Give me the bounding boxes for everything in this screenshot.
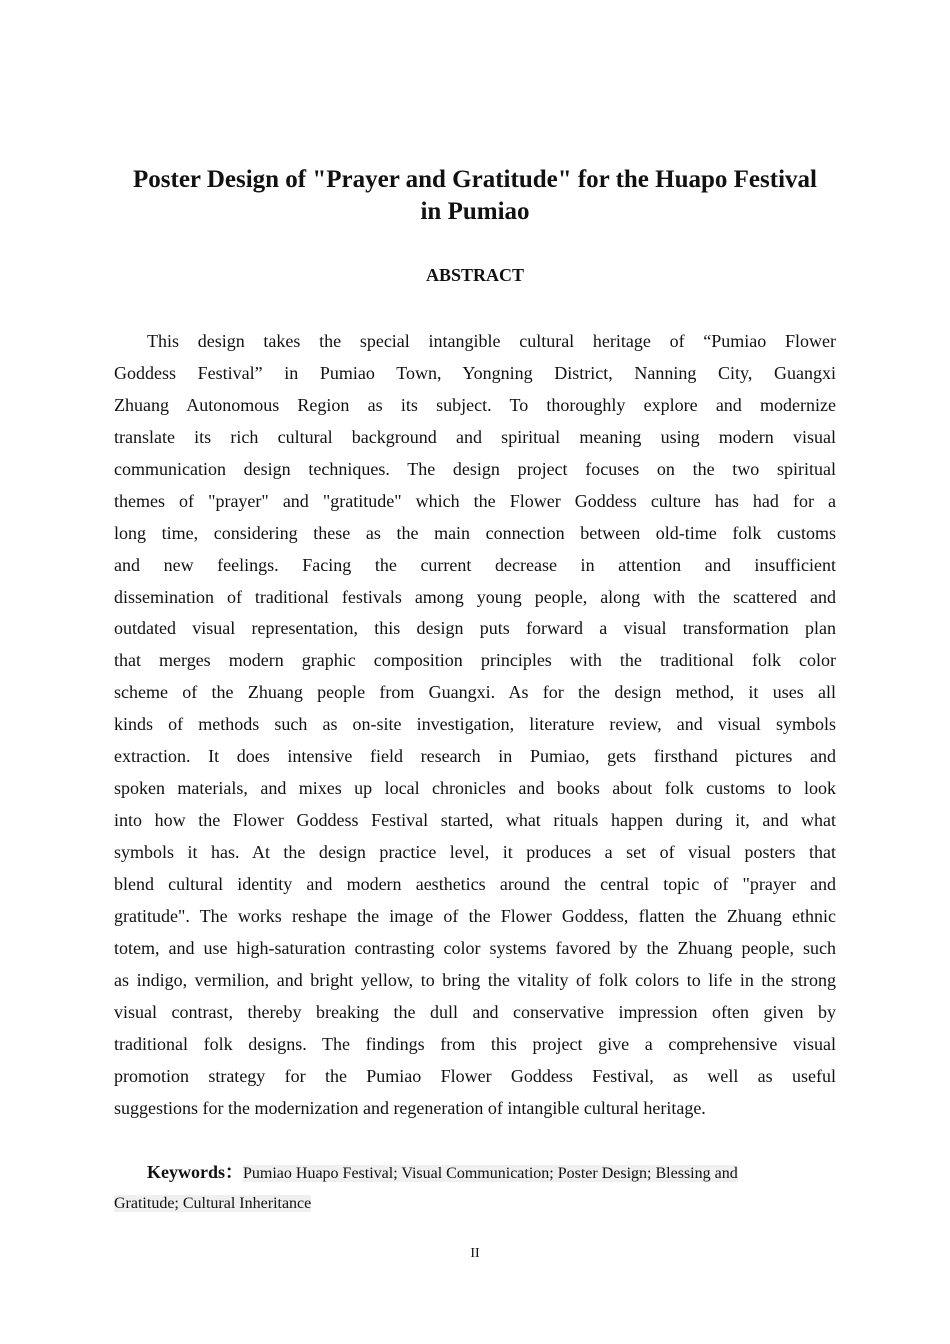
abstract-line: into how the Flower Goddess Festival started, what rituals happen during it, and what — [114, 810, 836, 831]
abstract-line: promotion strategy for the Pumiao Flower Goddess Festival, as well as useful — [114, 1065, 836, 1086]
abstract-line: Goddess Festival” in Pumiao Town, Yongning District, Nanning City, Guangxi — [114, 362, 836, 383]
abstract-line: suggestions for the modernization and regeneration of intangible cultural heritage. — [114, 1097, 706, 1118]
abstract-line: blend cultural identity and modern aesthetics around the central topic of "prayer and — [114, 873, 836, 894]
title-line-1: Poster Design of "Prayer and Gratitude" for the Huapo Festival — [133, 166, 817, 193]
abstract-line: and new feelings. Facing the current decrease in attention and insufficient — [114, 554, 836, 575]
keywords-label: Keywords： — [147, 1162, 243, 1182]
abstract-line: outdated visual representation, this design puts forward a visual transformation plan — [114, 618, 836, 639]
abstract-line: Zhuang Autonomous Region as its subject. To thoroughly explore and modernize — [114, 394, 836, 415]
abstract-line: translate its rich cultural background and spiritual meaning using modern visual — [114, 426, 836, 447]
abstract-line: kinds of methods such as on-site investigation, literature review, and visual symbols — [114, 714, 836, 735]
abstract-line: long time, considering these as the main connection between old-time folk customs — [114, 522, 836, 543]
abstract-line: totem, and use high-saturation contrasting color systems favored by the Zhuang people, such — [114, 937, 836, 958]
abstract-line: traditional folk designs. The findings from this project give a comprehensive visual — [114, 1033, 836, 1054]
abstract-line: This design takes the special intangible cultural heritage of “Pumiao Flower — [147, 331, 836, 351]
abstract-line: as indigo, vermilion, and bright yellow, to bring the vitality of folk colors to life in the strong — [114, 969, 836, 990]
keywords-section — [114, 1157, 814, 1219]
abstract-line: scheme of the Zhuang people from Guangxi. As for the design method, it uses all — [114, 682, 836, 703]
abstract-body — [114, 326, 836, 1124]
keywords-text-1: Pumiao Huapo Festival; Visual Communication; Poster Design; Blessing and — [243, 1165, 738, 1182]
abstract-line: symbols it has. At the design practice level, it produces a set of visual posters that — [114, 842, 836, 862]
abstract-line: themes of "prayer" and "gratitude" which the Flower Goddess culture has had for a — [114, 490, 836, 511]
abstract-line: visual contrast, thereby breaking the dull and conservative impression often given by — [114, 1001, 836, 1022]
abstract-line: spoken materials, and mixes up local chronicles and books about folk customs to look — [114, 778, 836, 799]
abstract-line: extraction. It does intensive field research in Pumiao, gets firsthand pictures and — [114, 746, 836, 767]
paper-title — [100, 164, 850, 228]
abstract-line: dissemination of traditional festivals among young people, along with the scattered and — [114, 586, 836, 607]
keywords-text-2: Gratitude; Cultural Inheritance — [114, 1195, 312, 1212]
abstract-line: that merges modern graphic composition principles with the traditional folk color — [114, 650, 836, 671]
abstract-line: gratitude". The works reshape the image of the Flower Goddess, flatten the Zhuang ethnic — [114, 905, 836, 926]
keywords-line-1 — [114, 1157, 814, 1189]
title-line-2: in Pumiao — [420, 198, 530, 225]
page-number: II — [470, 1246, 480, 1261]
abstract-heading: ABSTRACT — [425, 265, 525, 285]
keywords-line-2 — [114, 1189, 814, 1219]
abstract-line: communication design techniques. The design project focuses on the two spiritual — [114, 458, 836, 479]
